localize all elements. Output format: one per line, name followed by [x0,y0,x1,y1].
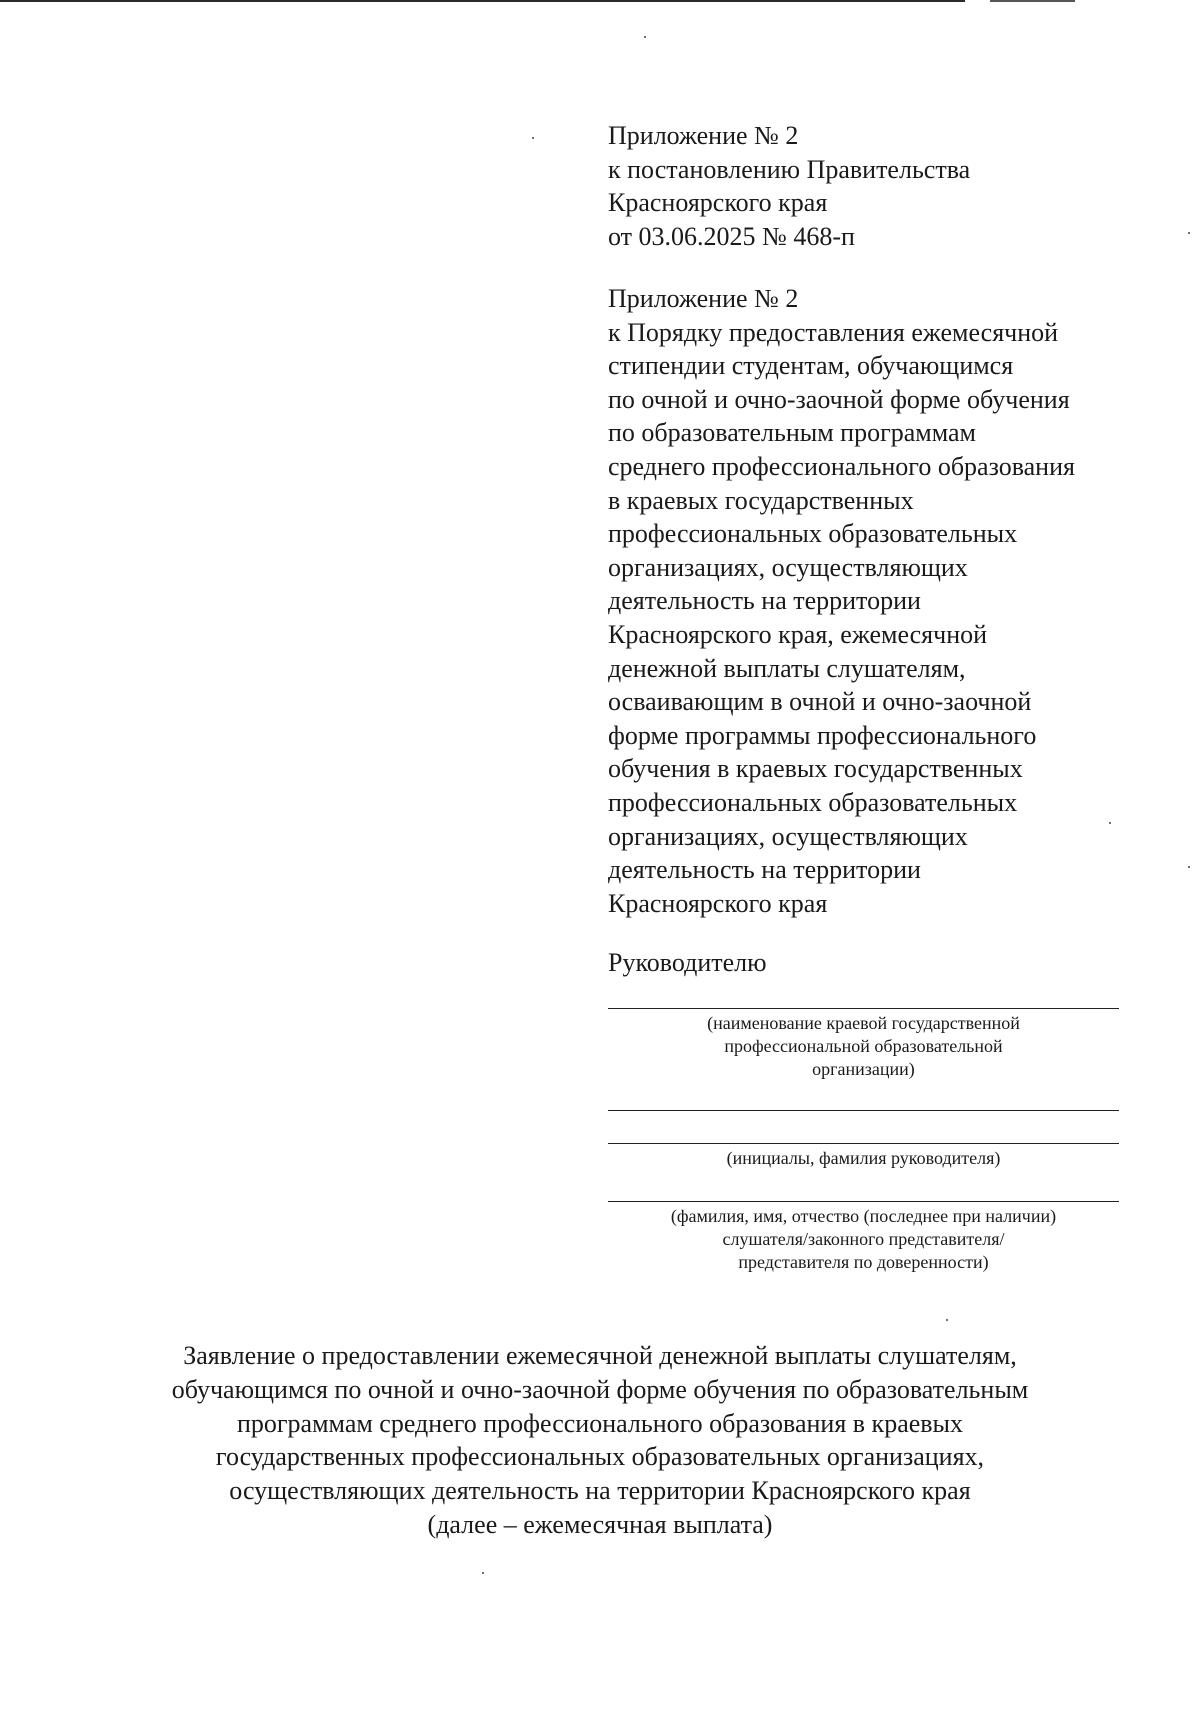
appendix-line: профессиональных образовательных [608,787,1018,817]
appendix-line: Красноярского края [608,188,828,218]
caption-line: организации) [812,1059,915,1079]
appendix-line: к Порядку предоставления ежемесячной [608,317,1059,347]
appendix-line: от 03.06.2025 № 468-п [608,221,855,251]
scan-speck [1188,866,1190,868]
scan-edge-line [990,0,1075,2]
appendix-line: деятельность на территории [608,855,921,885]
caption-line: (фамилия, имя, отчество (последнее при наличии) [670,1206,1057,1226]
scan-edge-line [0,0,965,2]
caption-line: (наименование краевой государственной [707,1013,1020,1033]
appendix-line: Красноярского края [608,888,828,918]
caption-line: профессиональной образовательной [724,1036,1003,1056]
appendix-line: среднего профессионального образования [608,451,1075,481]
title-line: (далее – ежемесячная выплата) [427,1509,773,1539]
appendix-line: стипендии студентам, обучающимся [608,351,1014,381]
scan-speck [946,1319,948,1321]
title-line: программам среднего профессионального образования в краевых [236,1408,964,1438]
applicant-name-field[interactable] [608,1201,1119,1202]
title-line: Заявление о предоставлении ежемесячной денежной выплаты слушателям, [183,1341,1017,1370]
application-title [0,1339,1200,1542]
title-line: государственных профессиональных образовательных организациях, [215,1442,985,1472]
scan-speck [482,1572,484,1574]
scan-speck [1188,232,1190,234]
appendix-line: обучения в краевых государственных [608,754,1023,784]
caption-line: (инициалы, фамилия руководителя) [726,1148,1001,1168]
title-line: осуществляющих деятельность на территории Красноярского края [229,1476,971,1506]
organization-name-field[interactable] [608,1008,1119,1009]
appendix-line: денежной выплаты слушателям, [608,653,966,683]
organization-name-field-continued[interactable] [608,1110,1119,1111]
appendix-line: Приложение № 2 [608,284,799,313]
appendix-line: профессиональных образовательных [608,519,1018,549]
scan-speck [532,137,534,139]
recipient-label: Руководителю [608,948,767,977]
appendix-line: в краевых государственных [608,485,914,515]
organization-name-caption [608,1012,1119,1081]
appendix-line: осваивающим в очной и очно-заочной [608,687,1032,717]
appendix-resolution-block [608,119,1168,253]
recipient-block [608,946,1168,980]
head-name-caption [608,1147,1119,1170]
caption-line: представителя по доверенности) [738,1252,989,1272]
appendix-line: форме программы профессионального [608,720,1037,750]
head-name-field[interactable] [608,1143,1119,1144]
appendix-line: по образовательным программам [608,418,977,448]
appendix-line: деятельность на территории [608,586,921,616]
appendix-order-block [608,282,1168,920]
scan-speck [644,36,646,38]
appendix-line: организациях, осуществляющих [608,821,968,851]
appendix-line: организациях, осуществляющих [608,552,968,582]
caption-line: слушателя/законного представителя/ [722,1229,1005,1249]
applicant-name-caption [608,1205,1119,1274]
appendix-line: Приложение № 2 [608,121,799,150]
appendix-line: к постановлению Правительства [608,154,971,184]
appendix-line: по очной и очно-заочной форме обучения [608,384,1070,414]
title-line: обучающимся по очной и очно-заочной форме обучения по образовательным [171,1374,1029,1404]
appendix-line: Красноярского края, ежемесячной [608,619,988,649]
